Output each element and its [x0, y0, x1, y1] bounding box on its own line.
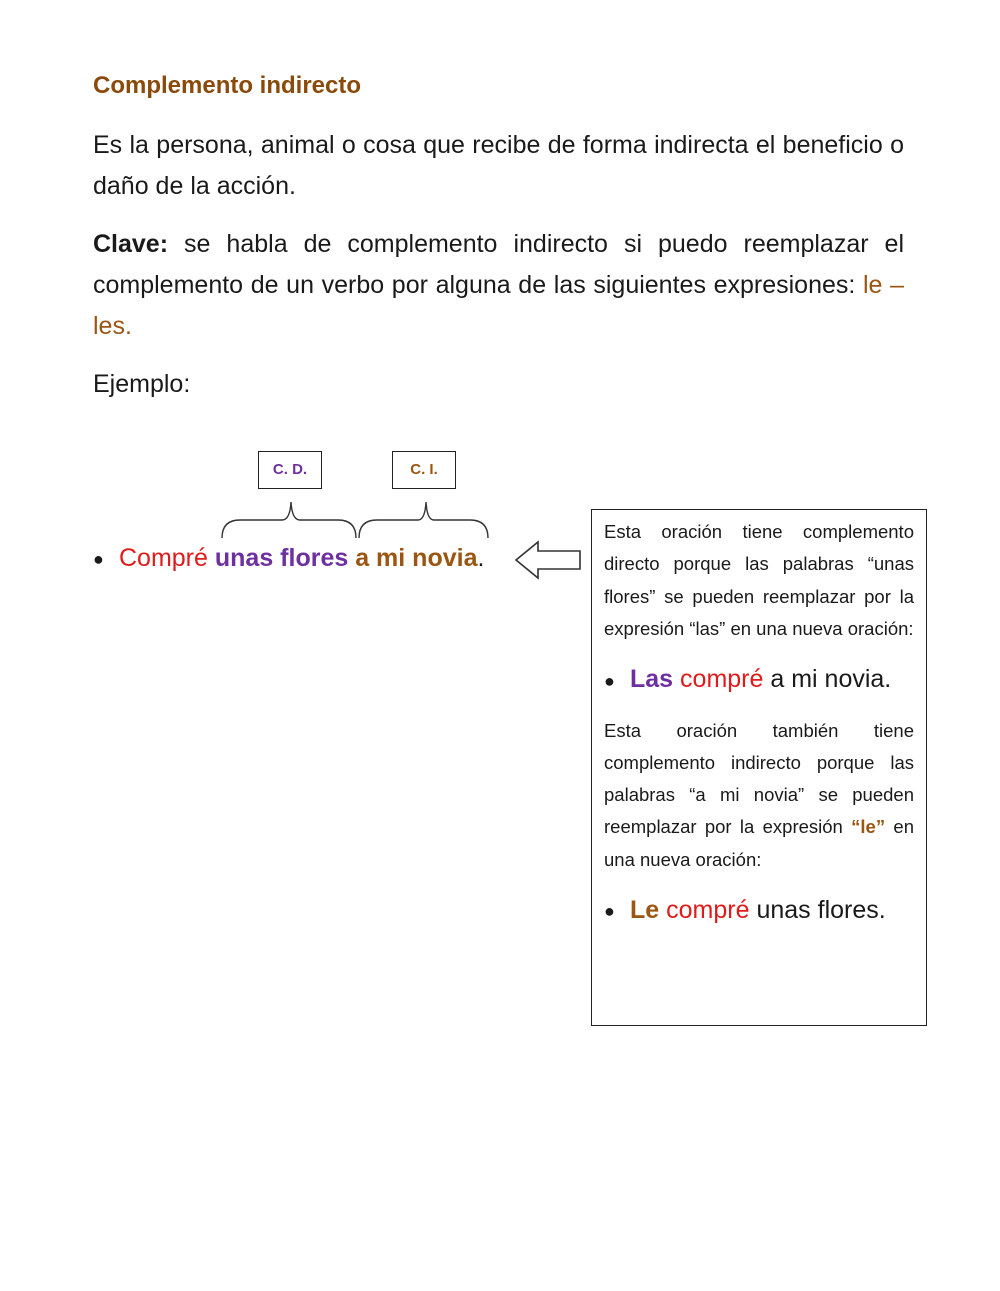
definition-paragraph: Es la persona, animal o cosa que recibe de forma indirecta el beneficio o daño de la acción.	[93, 131, 904, 200]
example-label: Ejemplo:	[93, 370, 191, 398]
example-end: .	[477, 544, 485, 572]
page-title: Complemento indirecto	[93, 72, 362, 99]
direct-object-brace	[222, 502, 356, 538]
key-text: se habla de complemento indirecto si puedo reemplazar el complemento de un verbo por alguna de las siguientes expresiones:	[93, 230, 904, 299]
bullet-icon: ●	[93, 549, 104, 570]
indirect-object-tag: C. I.	[392, 451, 456, 489]
example1-rest: a mi novia.	[763, 665, 892, 694]
indirect-object-brace	[359, 502, 488, 538]
example-verb: Compré	[119, 544, 208, 572]
explanation-text-1: Esta oración tiene complemento directo porque las palabras “unas flores” se pueden reemplazar por la expresión “las” en una nueva oración:	[604, 521, 914, 639]
explanation-example-1	[604, 659, 914, 700]
bullet-icon: ●	[604, 901, 615, 922]
explanation-example-2	[604, 890, 914, 931]
example2-pronoun: Le	[630, 896, 660, 925]
explanation-text-2	[604, 715, 914, 876]
example-sentence	[93, 538, 484, 579]
example1-pronoun: Las	[630, 665, 674, 694]
explanation-box	[591, 509, 927, 1026]
example2-rest: unas flores.	[749, 896, 886, 925]
text2-before: Esta oración también tiene complemento indirecto porque las palabras “a mi novia” se pueden reemplazar por la expresión	[604, 719, 914, 838]
bullet-icon: ●	[604, 670, 615, 691]
example-indirect-object: a mi novia	[355, 544, 478, 572]
key-label: Clave:	[93, 230, 169, 258]
example1-verb: compré	[680, 665, 764, 694]
example-direct-object: unas flores	[214, 544, 349, 572]
text2-after: en una nueva oración:	[604, 816, 915, 870]
text2-highlight: “le”	[851, 816, 886, 838]
direct-object-tag: C. D.	[258, 451, 322, 489]
example2-verb: compré	[666, 896, 750, 925]
key-expressions: le – les.	[93, 271, 904, 340]
left-arrow-icon	[514, 540, 584, 580]
